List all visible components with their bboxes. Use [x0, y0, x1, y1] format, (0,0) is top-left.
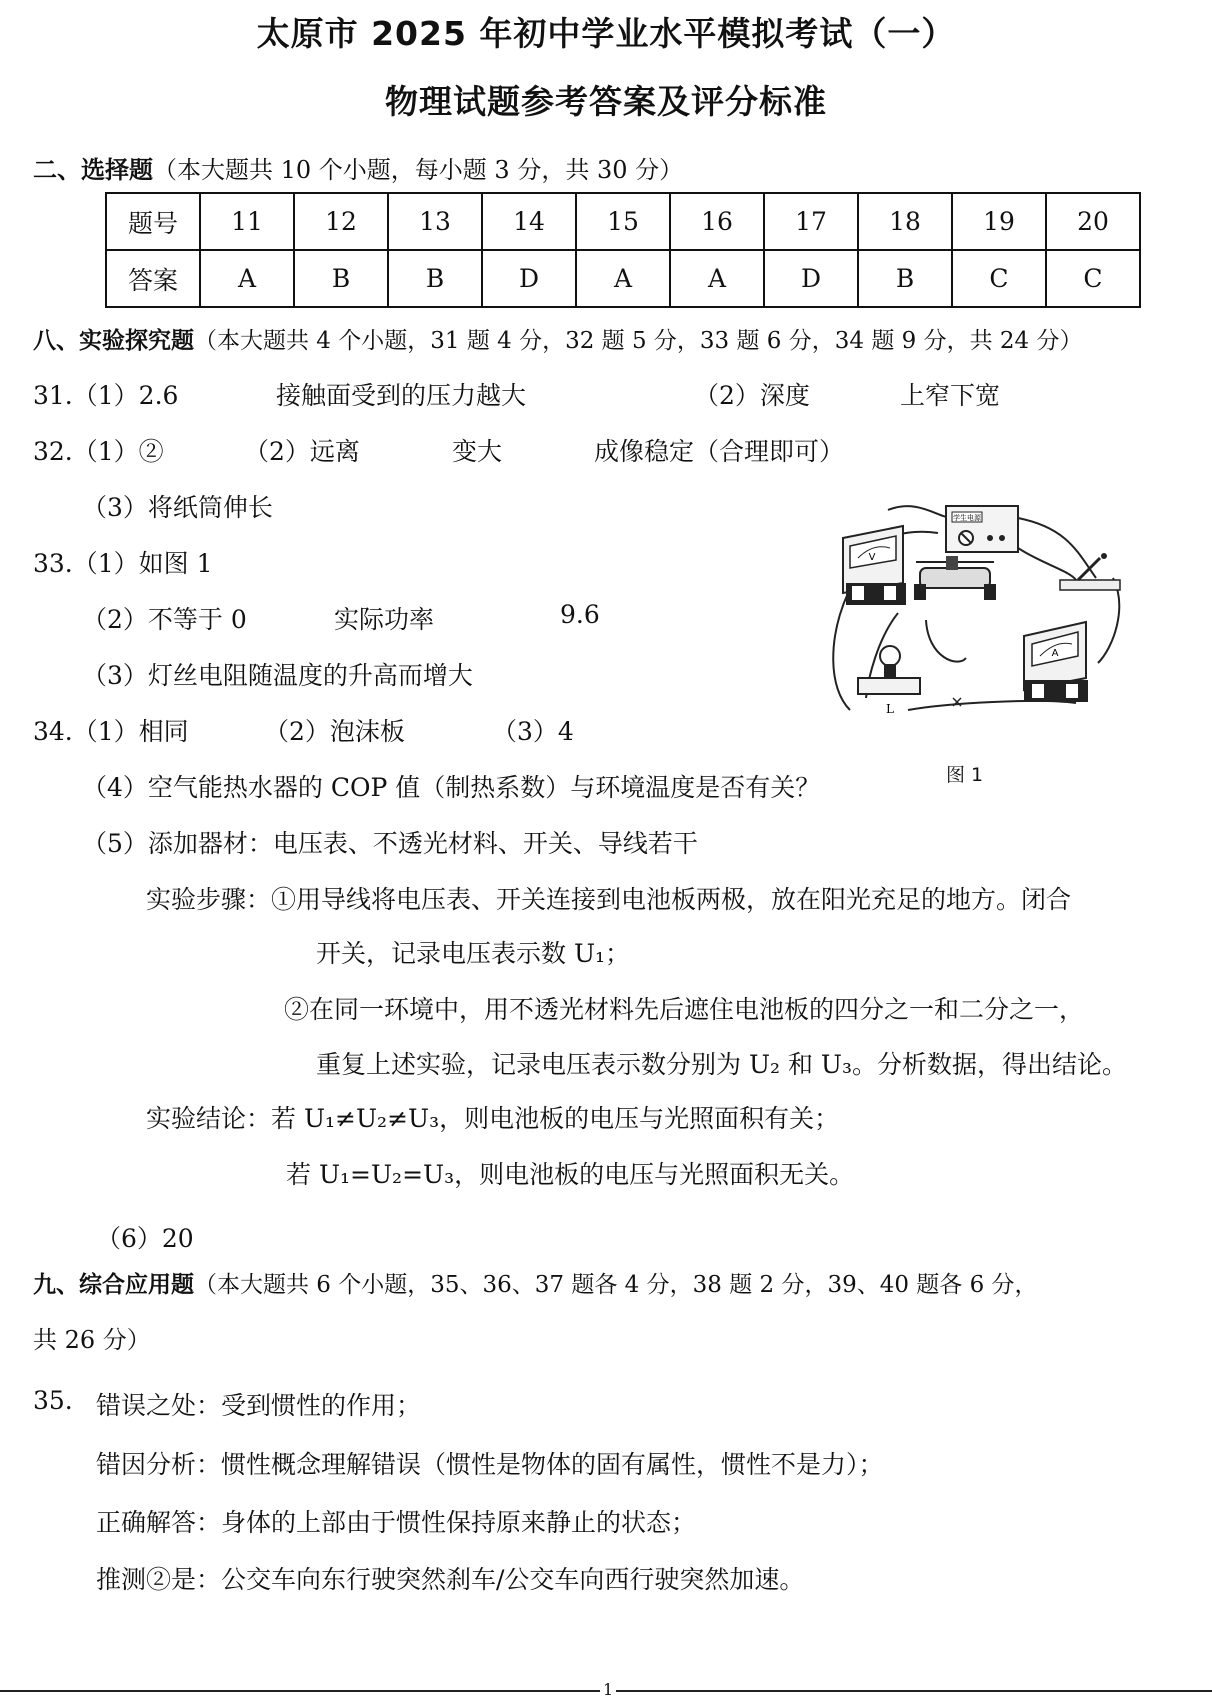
answer-cell: B — [294, 250, 388, 307]
experiment-step-1-cont: 开关，记录电压表示数 U₁； — [316, 939, 631, 968]
lamp-label: L — [886, 702, 894, 716]
section-9-note-cont: 共 26 分） — [33, 1326, 151, 1354]
answer-cell: A — [670, 250, 764, 307]
q33-part3: （3）灯丝电阻随温度的升高而增大 — [82, 661, 473, 690]
q31-answer2: 上窄下宽 — [900, 381, 1001, 410]
q35-line-1: 错误之处：受到惯性的作用； — [96, 1391, 422, 1420]
answer-table — [105, 192, 1141, 308]
q32-part2: （2）远离 — [244, 437, 360, 466]
q34-part2: （2）泡沫板 — [264, 717, 405, 746]
q35-number: 35. — [33, 1386, 73, 1415]
q32-answer3: 成像稳定（合理即可） — [594, 437, 845, 466]
voltmeter — [843, 526, 906, 605]
section-8-note: （本大题共 4 个小题，31 题 4 分，32 题 5 分，33 题 6 分，34 题 9 分，共 24 分） — [194, 328, 1083, 354]
question-number: 12 — [294, 193, 388, 250]
rheostat — [914, 556, 996, 600]
section-9-heading: 九、综合应用题 — [33, 1272, 194, 1298]
question-number: 15 — [576, 193, 670, 250]
q35-line-3: 正确解答：身体的上部由于惯性保持原来静止的状态； — [96, 1508, 697, 1537]
answer-cell: D — [482, 250, 576, 307]
question-number: 14 — [482, 193, 576, 250]
q32-answer2: 变大 — [452, 437, 503, 466]
power-supply-label: 学生电源 — [953, 514, 981, 522]
answer-cell: A — [576, 250, 670, 307]
answer-cell: A — [200, 250, 294, 307]
q33-answer2: 实际功率 — [334, 605, 435, 634]
experiment-conclusion-2: 若 U₁=U₂=U₃，则电池板的电压与光照面积无关。 — [286, 1160, 855, 1189]
ammeter-label: A — [1051, 648, 1059, 659]
section-2-header — [33, 150, 683, 185]
q31-part2: （2）深度 — [694, 381, 810, 410]
experiment-step-2-cont: 重复上述实验，记录电压表示数分别为 U₂ 和 U₃。分析数据，得出结论。 — [316, 1050, 1128, 1079]
question-number: 17 — [764, 193, 858, 250]
q34-part6: （6）20 — [96, 1224, 194, 1253]
page-number: 1 — [600, 1680, 616, 1699]
power-supply — [946, 506, 1018, 552]
q33-answer3: 9.6 — [560, 600, 600, 629]
q32-part3: （3）将纸筒伸长 — [82, 493, 273, 522]
question-number: 13 — [388, 193, 482, 250]
question-number: 20 — [1046, 193, 1140, 250]
ammeter — [1024, 622, 1088, 702]
wire — [926, 620, 966, 662]
document-title: 太原市 2025 年初中学业水平模拟考试（一） — [256, 14, 956, 53]
row-label-number: 题号 — [106, 193, 200, 250]
section-2-note: （本大题共 10 个小题，每小题 3 分，共 30 分） — [153, 156, 684, 184]
answer-cell: B — [388, 250, 482, 307]
experiment-conclusion-1: 实验结论：若 U₁≠U₂≠U₃，则电池板的电压与光照面积有关； — [146, 1104, 840, 1133]
q33-part2: （2）不等于 0 — [82, 605, 247, 634]
q34-part5: （5）添加器材：电压表、不透光材料、开关、导线若干 — [82, 829, 698, 858]
q35-line-4: 推测②是：公交车向东行驶突然刹车/公交车向西行驶突然加速。 — [96, 1565, 805, 1594]
question-number: 11 — [200, 193, 294, 250]
experiment-step-2: ②在同一环境中，用不透光材料先后遮住电池板的四分之一和二分之一， — [284, 995, 1085, 1024]
section-8-heading: 八、实验探究题 — [33, 328, 194, 354]
wire — [833, 593, 850, 710]
voltmeter-label: V — [868, 552, 876, 563]
document-subtitle: 物理试题参考答案及评分标准 — [385, 82, 827, 121]
q34-part4: （4）空气能热水器的 COP 值（制热系数）与环境温度是否有关？ — [82, 773, 821, 802]
section-9-note: （本大题共 6 个小题，35、36、37 题各 4 分，38 题 2 分，39、40 题各 6 分， — [194, 1272, 1038, 1298]
answer-cell: B — [858, 250, 952, 307]
experiment-step-1: 实验步骤：①用导线将电压表、开关连接到电池板两极，放在阳光充足的地方。闭合 — [146, 885, 1072, 914]
figure-caption: 图 1 — [946, 764, 984, 786]
question-number: 18 — [858, 193, 952, 250]
question-number: 16 — [670, 193, 764, 250]
q34-part1: 34.（1）相同 — [33, 717, 189, 746]
table-row-numbers — [106, 193, 1140, 250]
switch — [1060, 553, 1120, 590]
section-2-heading: 二、选择题 — [33, 156, 153, 184]
section-8-header — [33, 322, 1082, 355]
q33-part1: 33.（1）如图 1 — [33, 549, 213, 578]
q35-line-2: 错因分析：惯性概念理解错误（惯性是物体的固有属性，惯性不是力）； — [96, 1450, 884, 1479]
answer-cell: D — [764, 250, 858, 307]
answer-cell: C — [1046, 250, 1140, 307]
lamp — [858, 646, 920, 716]
question-number: 19 — [952, 193, 1046, 250]
table-row-answers — [106, 250, 1140, 307]
answer-cell: C — [952, 250, 1046, 307]
row-label-answer: 答案 — [106, 250, 200, 307]
section-9-header — [33, 1266, 1038, 1299]
circuit-figure — [828, 498, 1128, 723]
q32-part1: 32.（1）② — [33, 437, 164, 466]
circuit-diagram — [828, 498, 1128, 723]
wire — [908, 701, 1076, 710]
q31-answer1: 接触面受到的压力越大 — [276, 381, 527, 410]
wire — [888, 506, 953, 528]
q31-part1: 31.（1）2.6 — [33, 381, 179, 410]
q34-part3: （3）4 — [492, 717, 574, 746]
